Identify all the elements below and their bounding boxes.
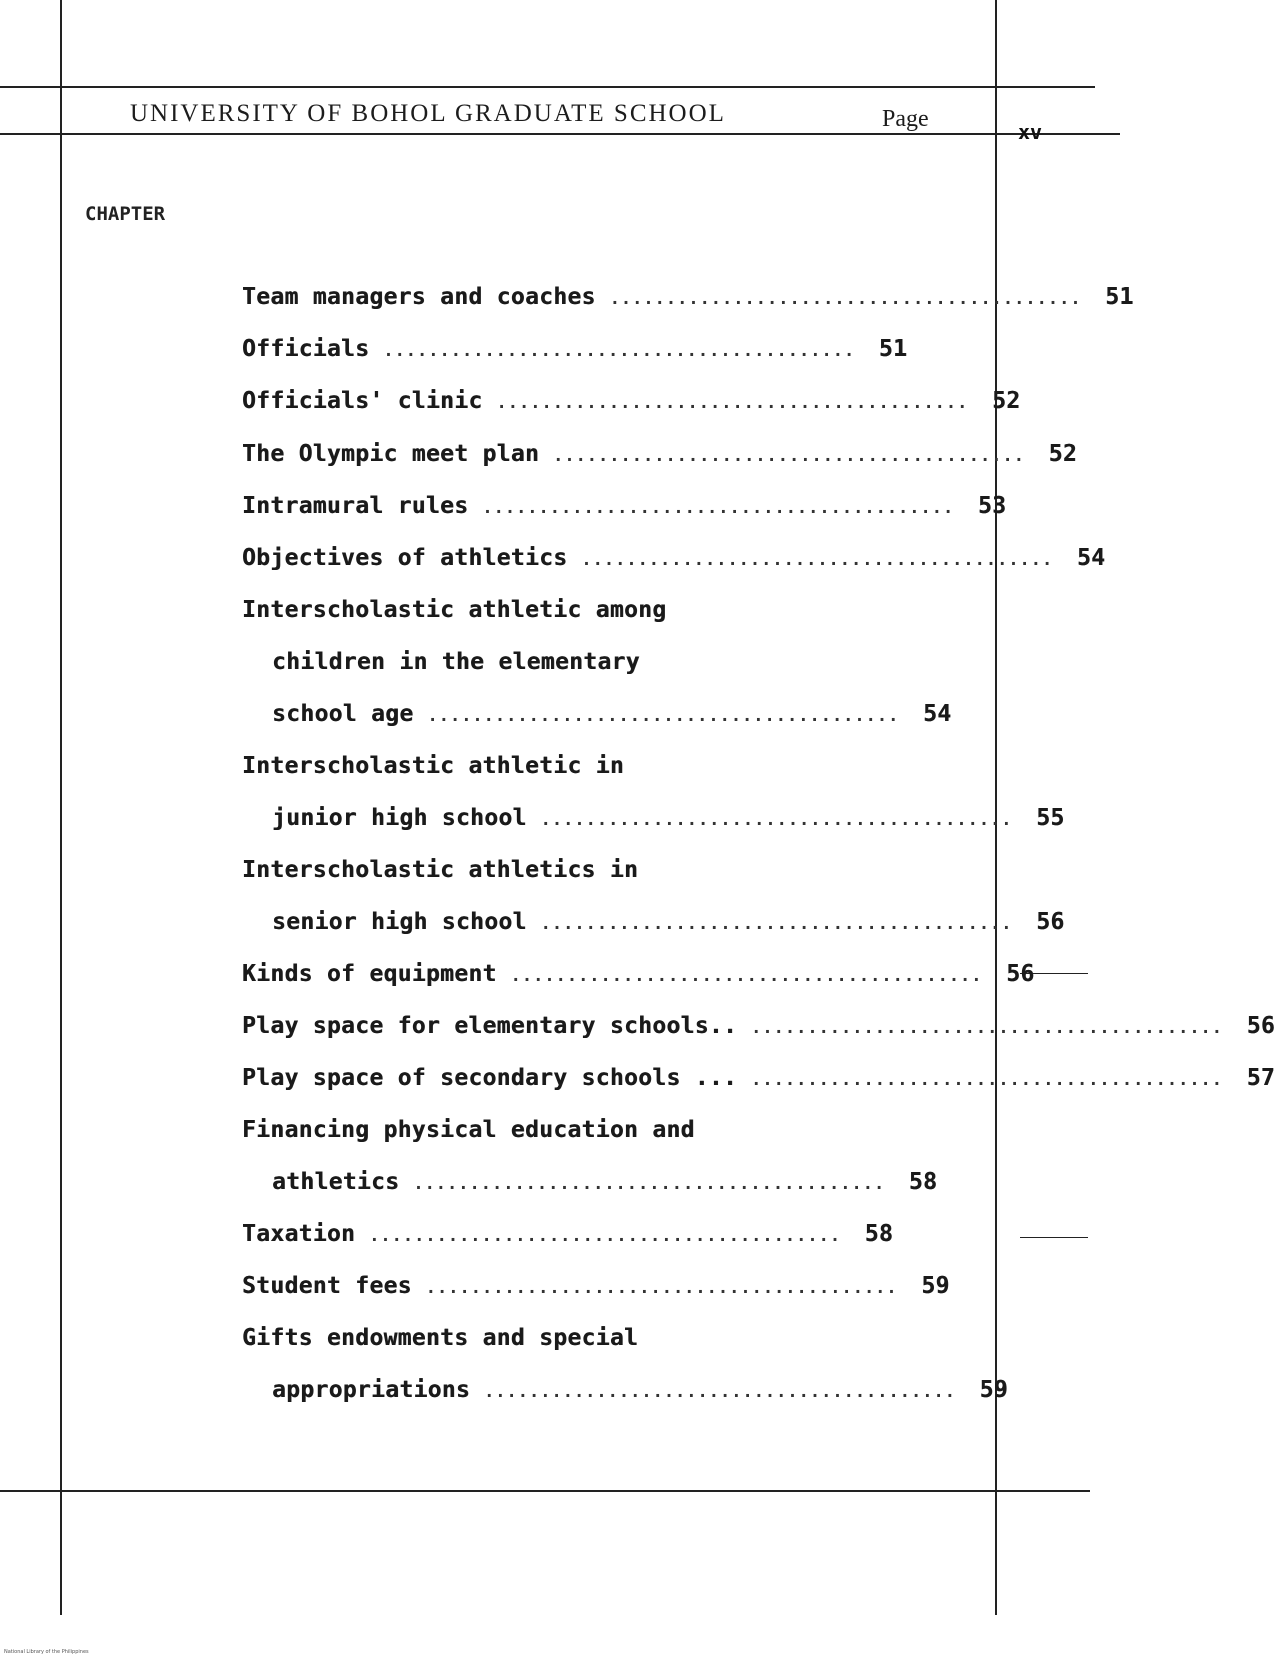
toc-entry-text: Financing physical education and bbox=[242, 1117, 695, 1143]
institution-title: UNIVERSITY OF BOHOL GRADUATE SCHOOL bbox=[130, 100, 726, 127]
toc-entry bbox=[242, 1013, 1275, 1049]
toc-entry-page: 53 bbox=[977, 493, 1007, 519]
chapter-column-label: CHAPTER bbox=[85, 203, 166, 225]
toc-entry-page: 51 bbox=[878, 336, 908, 362]
toc-entry-text: Officials bbox=[242, 336, 370, 362]
toc-leader-dots: .......................................... bbox=[751, 1018, 1224, 1038]
toc-entry bbox=[242, 597, 882, 633]
page-number: xv bbox=[1018, 120, 1043, 144]
header-top-rule bbox=[0, 86, 1095, 88]
toc-entry bbox=[242, 388, 1021, 424]
toc-entry-text: Interscholastic athletic in bbox=[242, 753, 624, 779]
toc-entry-text: Taxation bbox=[242, 1221, 356, 1247]
left-margin-line bbox=[60, 0, 62, 1615]
toc-entry-page: 58 bbox=[908, 1169, 938, 1195]
toc-leader-dots: .......................................... bbox=[581, 550, 1054, 570]
toc-entry-text: Gifts endowments and special bbox=[242, 1325, 639, 1351]
toc-entry-text: Kinds of equipment bbox=[242, 961, 497, 987]
toc-entry-page: 59 bbox=[979, 1377, 1008, 1403]
toc-entry bbox=[242, 441, 1077, 477]
toc-entry-page: 51 bbox=[1105, 284, 1134, 310]
toc-leader-dots: .......................................... bbox=[496, 393, 969, 413]
toc-entry-page: 52 bbox=[1048, 441, 1077, 467]
toc-entry-text: athletics bbox=[272, 1169, 400, 1195]
toc-leader-dots: .......................................... bbox=[553, 446, 1025, 466]
toc-leader-dots: .......................................... bbox=[540, 914, 1013, 934]
toc-entry bbox=[242, 1117, 882, 1153]
footer-rule bbox=[0, 1490, 1090, 1492]
toc-entry bbox=[242, 284, 1134, 320]
toc-entry-page: 56 bbox=[1246, 1013, 1275, 1039]
toc-entry bbox=[242, 545, 1106, 581]
toc-leader-dots: .......................................... bbox=[425, 1278, 898, 1298]
toc-entry bbox=[242, 1065, 1275, 1101]
toc-leader-dots: .......................................... bbox=[510, 966, 983, 986]
toc-entry-text: Intramural rules bbox=[242, 493, 469, 519]
margin-tick-lower bbox=[1020, 1237, 1088, 1238]
page-column-label: Page bbox=[882, 106, 929, 132]
toc-entry-continuation bbox=[272, 701, 952, 737]
toc-leader-dots: .......................................... bbox=[484, 1382, 956, 1402]
toc-leader-dots: .......................................... bbox=[540, 810, 1013, 830]
toc-leader-dots: .......................................... bbox=[609, 289, 1082, 309]
toc-leader-dots: .......................................... bbox=[413, 1174, 886, 1194]
toc-entry bbox=[242, 1221, 894, 1257]
toc-entry-continuation bbox=[272, 649, 882, 685]
toc-entry-text: Team managers and coaches bbox=[242, 284, 596, 310]
toc-entry-text: Interscholastic athletic among bbox=[242, 597, 667, 623]
toc-entry-text: Objectives of athletics bbox=[242, 545, 568, 571]
toc-entry-text: Officials' clinic bbox=[242, 388, 483, 414]
toc-leader-dots: .......................................... bbox=[751, 1070, 1224, 1090]
toc-entry-text: Interscholastic athletics in bbox=[242, 857, 639, 883]
header-bottom-rule bbox=[0, 133, 1120, 135]
toc-entry-page: 58 bbox=[864, 1221, 894, 1247]
toc-leader-dots: .......................................... bbox=[427, 706, 900, 726]
toc-entry-page: 55 bbox=[1036, 805, 1065, 831]
toc-entry-continuation bbox=[272, 805, 1065, 841]
toc-entry-text: Student fees bbox=[242, 1273, 412, 1299]
toc-entry-text: school age bbox=[272, 701, 414, 727]
toc-entry-continuation bbox=[272, 1377, 1008, 1413]
toc-entry bbox=[242, 1273, 950, 1309]
toc-entry-page: 52 bbox=[992, 388, 1021, 414]
scan-source-caption: National Library of the Philippines bbox=[4, 1649, 89, 1655]
toc-leader-dots: .......................................... bbox=[369, 1226, 842, 1246]
toc-entry bbox=[242, 961, 1035, 997]
toc-entry-continuation bbox=[272, 909, 1065, 945]
toc-entry-text: Play space of secondary schools ... bbox=[242, 1065, 738, 1091]
toc-entry-page: 59 bbox=[921, 1273, 950, 1299]
toc-entry bbox=[242, 1325, 882, 1361]
toc-entry-continuation bbox=[272, 1169, 938, 1205]
toc-entry-page: 54 bbox=[1076, 545, 1106, 571]
toc-entry-text: The Olympic meet plan bbox=[242, 441, 540, 467]
right-margin-line bbox=[995, 0, 997, 1615]
toc-entry-text: Play space for elementary schools.. bbox=[242, 1013, 738, 1039]
toc-entry bbox=[242, 857, 882, 893]
toc-leader-dots: .......................................... bbox=[482, 498, 955, 518]
toc-entry-text: junior high school bbox=[272, 805, 527, 831]
toc-entry bbox=[242, 753, 882, 789]
toc-entry-text: appropriations bbox=[272, 1377, 471, 1403]
toc-entry-page: 57 bbox=[1246, 1065, 1275, 1091]
toc-leader-dots: .......................................... bbox=[383, 341, 856, 361]
toc-entry-page: 56 bbox=[1006, 961, 1035, 987]
toc-entry-text: senior high school bbox=[272, 909, 527, 935]
toc-entry bbox=[242, 493, 1007, 529]
toc-entry-page: 56 bbox=[1036, 909, 1065, 935]
toc-entry bbox=[242, 336, 908, 372]
toc-entry-text: children in the elementary bbox=[272, 649, 640, 675]
toc-entry-page: 54 bbox=[923, 701, 952, 727]
